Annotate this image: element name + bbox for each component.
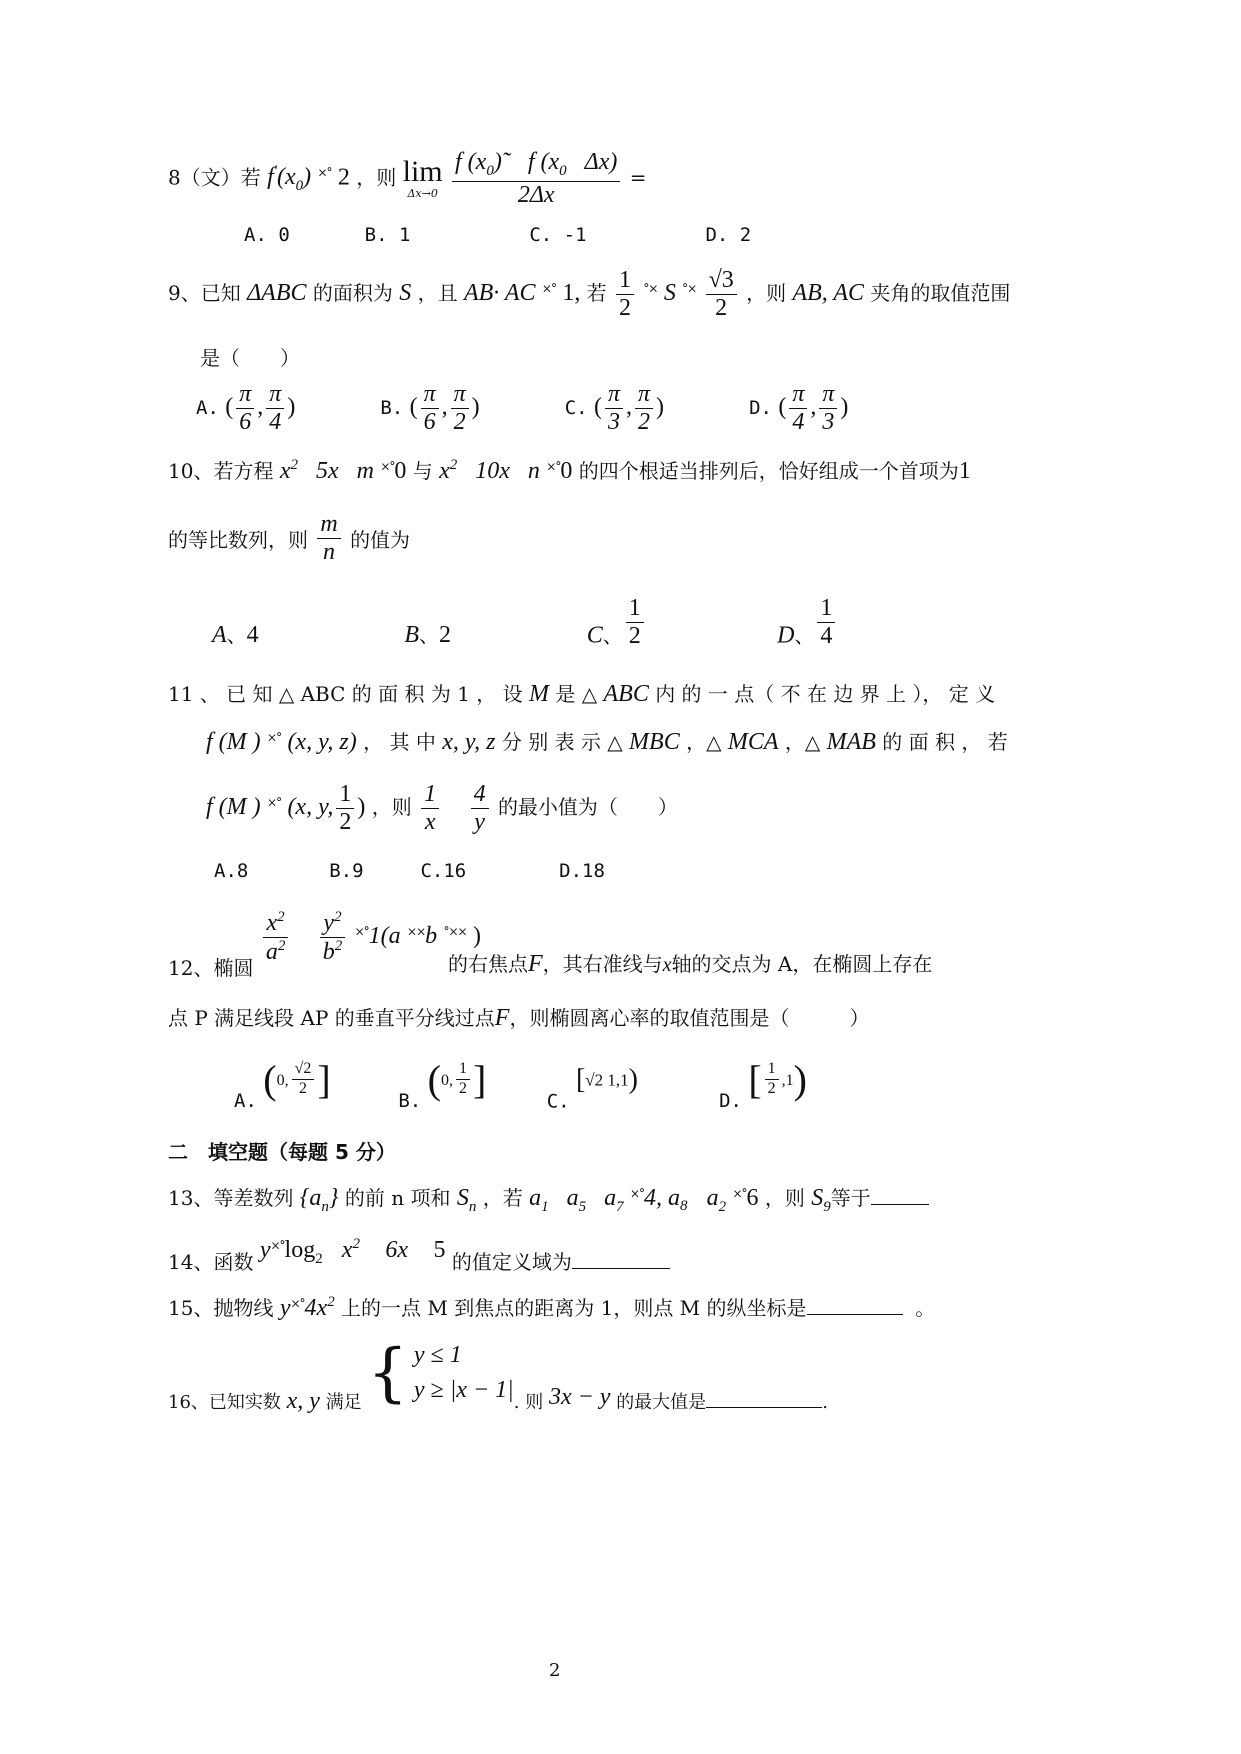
q9-option-a[interactable]: A. ( $\frac{\pi}{6}$ , $\frac{\pi}{4}$ ) bbox=[196, 381, 296, 436]
q9-options bbox=[196, 382, 927, 435]
q10-equation-2: $x^2$ 10x n bbox=[439, 457, 540, 484]
question-15: 15、抛物线 $y^{\times^\circ}4x^2$ 上的一点 M 到焦点的距离为 1，则点 M 的纵坐标是 。 bbox=[168, 1294, 936, 1321]
q10-option-a[interactable]: A、4 bbox=[212, 622, 259, 649]
question-11: 11 、 已 知 △ ABC 的 面 积 为 1 ， 设 M 是 △ ABC 内 的 一 点（ 不 在 边 界 上 ）， 定 义 bbox=[168, 681, 996, 707]
question-13: 13、等差数列 $\{a_n\}$ 的前 n 项和 $S_n$ ，若 $a_1$ $a_5$ $a_7$ ×°4, $a_8$ $a_2$ ×°6 ，则 $S_9$等于 bbox=[168, 1182, 929, 1216]
question-12: 12、椭圆 $\frac{x^2}{a^2}$ $\frac{y^2}{b^2}$ ×°1(a ××b °×× ) bbox=[168, 909, 481, 981]
q14-answer-blank[interactable] bbox=[572, 1248, 670, 1269]
q13-answer-blank[interactable] bbox=[871, 1184, 929, 1205]
q8-garbled-symbol: ×° bbox=[317, 165, 332, 180]
q12-option-a[interactable]: A. (0, $\frac{√2}{2}$ ] bbox=[234, 1057, 331, 1112]
q9-option-d[interactable]: D. ( $\frac{\pi}{4}$ , $\frac{\pi}{3}$ ) bbox=[749, 381, 849, 436]
q11-option-b[interactable]: B.9 bbox=[329, 860, 364, 882]
q10-option-b[interactable]: B、2 bbox=[404, 622, 452, 649]
q10-line2: 的等比数列，则 $\frac{m}{n}$ 的值为 bbox=[168, 511, 411, 566]
q9-tail: 夹角的取值范围 bbox=[870, 281, 1011, 306]
q9-ruo: 若 bbox=[586, 281, 607, 306]
q10-option-d[interactable]: D、 $\frac{1}{4}$ bbox=[777, 596, 897, 649]
q10-tail: 的四个根适当排列后，恰好组成一个首项为 bbox=[578, 459, 959, 483]
q12-line2: 点 P 满足线段 AP 的垂直平分线过点F，则椭圆离心率的取值范围是（ ） bbox=[168, 1005, 870, 1031]
q12-option-c[interactable]: C. [√2 1,1) bbox=[546, 1063, 638, 1112]
q9-option-c[interactable]: C. ( $\frac{\pi}{3}$ , $\frac{\pi}{2}$ ) bbox=[564, 381, 665, 436]
q10-yu: 与 bbox=[412, 459, 433, 483]
question-10: 10、若方程 $x^2$ 5x m ×°0 与 $x^2$ 10x n ×°0 的四个根适当排列后，恰好组成一个首项为1 bbox=[168, 457, 971, 484]
q9-eq1: 1, bbox=[562, 280, 581, 307]
q8-limit: lim Δx→0 bbox=[402, 155, 443, 201]
q9-s: S bbox=[399, 280, 412, 307]
q9-garbled-2: °× bbox=[643, 281, 658, 296]
q11-line2: f (M ) ×° (x, y, z) ， 其 中 x, y, z 分 别 表 示 △ MBC ，△ MCA ，△ MAB 的 面 积 ， 若 bbox=[206, 729, 1008, 755]
q10-prefix: 10、若方程 bbox=[168, 459, 274, 483]
q15-answer-blank[interactable] bbox=[807, 1294, 903, 1315]
q9-garbled-3: °× bbox=[682, 281, 697, 296]
q12-line1-tail: 的右焦点F，其右准线与x轴的交点为 A，在椭圆上存在 bbox=[448, 951, 933, 977]
q8-mid: ，则 bbox=[356, 165, 397, 190]
q8-fraction: $\frac{f (x_0)˜ f (x_0 \Delta x)}{2\Delta x}$ bbox=[452, 150, 620, 208]
q9-triangle: ΔABC bbox=[247, 280, 307, 307]
q10-frac-mn: $\frac{m}{n}$ bbox=[317, 512, 340, 565]
q9-mid1: 的面积为 bbox=[312, 281, 393, 306]
q16-constraints: y ≤ 1 y ≥ |x − 1| bbox=[413, 1342, 514, 1403]
q9-frac-root3: $\frac{√3}{2}$ bbox=[706, 268, 737, 321]
q8-equals: = bbox=[629, 165, 647, 190]
q9-prefix: 9、已知 bbox=[168, 281, 241, 306]
q8-fprime: $f'(x_0)$ bbox=[267, 163, 312, 195]
q9-s2: S bbox=[663, 280, 676, 307]
q10-equation-1: $x^2$ 5x m bbox=[279, 457, 374, 484]
q9-option-b[interactable]: B. ( $\frac{\pi}{6}$ , $\frac{\pi}{2}$ ) bbox=[380, 381, 480, 436]
question-9 bbox=[168, 268, 1010, 321]
q11-line3: f (M ) ×° (x, y, $\frac{1}{2}$ ) ，则 $\frac{1}{x}$ $\frac{4}{y}$ 的最小值为（ ） bbox=[206, 781, 678, 836]
q9-vectors: AB, AC bbox=[792, 280, 865, 307]
q8-prefix: 8（文）若 bbox=[168, 165, 261, 190]
section-2-heading: 二 填空题（每题 5 分） bbox=[168, 1140, 396, 1164]
page-number: 2 bbox=[549, 1660, 561, 1681]
q8-options bbox=[244, 224, 751, 246]
q8-option-a[interactable]: A. 0 bbox=[244, 224, 290, 246]
question-8 bbox=[168, 150, 646, 208]
q9-mid3: ，则 bbox=[746, 281, 787, 306]
q11-option-a[interactable]: A.8 bbox=[214, 860, 249, 882]
q16-system-brace: { bbox=[367, 1335, 409, 1410]
q8-value: 2 bbox=[337, 164, 350, 191]
q9-mid2: ，且 bbox=[417, 281, 458, 306]
q10-options bbox=[212, 596, 897, 649]
q8-option-c[interactable]: C. -1 bbox=[529, 224, 587, 246]
q11-option-c[interactable]: C.16 bbox=[420, 860, 467, 882]
q12-option-b[interactable]: B. (0, $\frac{1}{2}$ ] bbox=[398, 1057, 487, 1112]
q9-line2: 是（ ） bbox=[200, 346, 300, 370]
q10-garbled-2: ×° bbox=[546, 459, 561, 474]
q8-option-b[interactable]: B. 1 bbox=[364, 224, 411, 246]
question-14: 14、函数 $y^{\times^\circ}\log_2$ $x^2$ 6x 5 的值定义域为 bbox=[168, 1236, 670, 1275]
q11-options bbox=[214, 860, 605, 882]
q11-option-d[interactable]: D.18 bbox=[559, 860, 605, 882]
q12-options bbox=[234, 1056, 839, 1112]
q9-frac-half: $\frac{1}{2}$ bbox=[616, 268, 634, 321]
q12-option-d[interactable]: D. [ $\frac{1}{2}$ ,1) bbox=[719, 1057, 807, 1112]
q9-garbled-1: ×° bbox=[541, 281, 556, 296]
q10-option-c[interactable]: C、 $\frac{1}{2}$ bbox=[587, 596, 771, 649]
q10-garbled-1: ×° bbox=[380, 459, 395, 474]
question-16: 16、已知实数 x, y 满足 { y ≤ 1 y ≥ |x − 1| . 则 3x − y 的最大值是 . bbox=[168, 1335, 828, 1414]
q8-option-d[interactable]: D. 2 bbox=[705, 224, 752, 246]
q16-answer-blank[interactable] bbox=[706, 1387, 822, 1408]
q9-dot-product: AB· AC bbox=[463, 280, 536, 307]
